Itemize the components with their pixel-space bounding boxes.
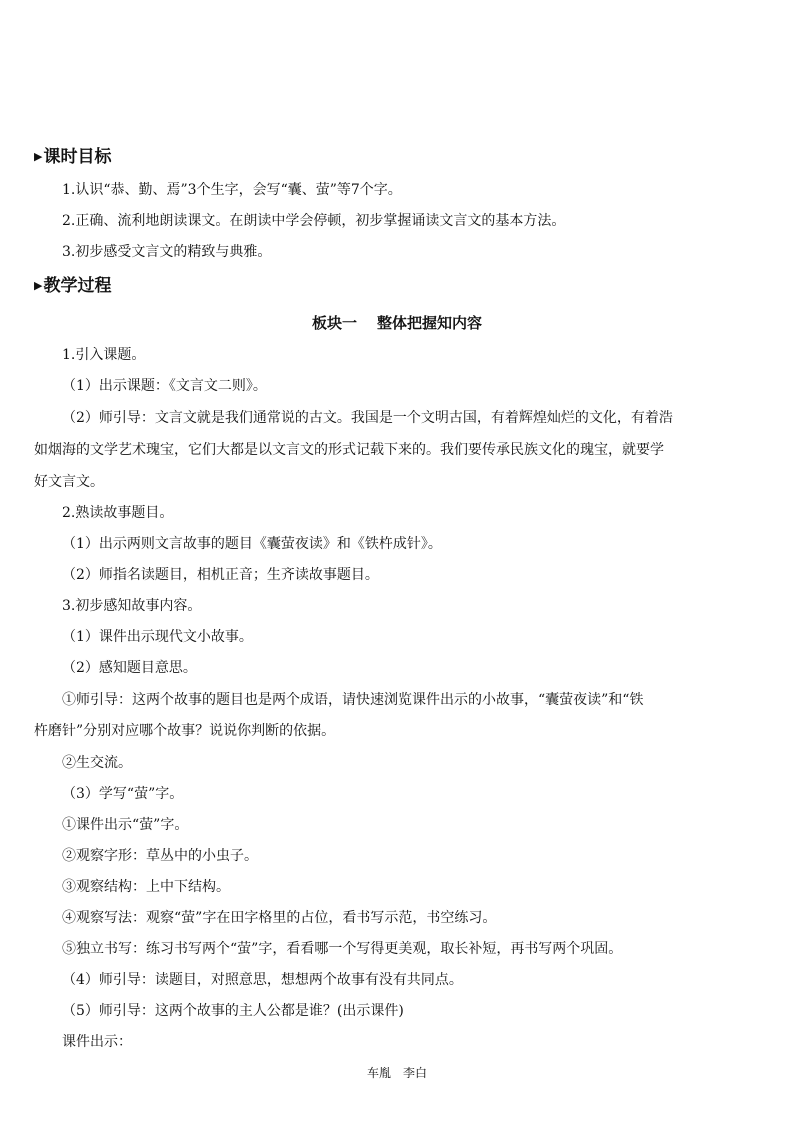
objectives-heading [34, 146, 111, 168]
process-line-19: ④观察写法：观察“萤”字在田字格里的占位，看书写示范，书空练习。 [62, 910, 497, 926]
process-line-15: （3）学写“萤”字。 [62, 786, 184, 802]
name-li-bai: 李白 [403, 1066, 428, 1080]
process-heading [34, 275, 111, 297]
objective-item-1: 1.认识“恭、勤、焉”3个生字，会写“囊、萤”等7个字。 [62, 182, 402, 198]
process-line-9: 3.初步感知故事内容。 [62, 598, 202, 614]
triangle-marker-icon: ▶ [34, 150, 43, 163]
process-line-11: （2）感知题目意思。 [62, 660, 197, 676]
process-line-7: （1）出示两则文言故事的题目《囊萤夜读》和《铁杵成针》。 [62, 536, 442, 552]
process-line-17: ②观察字形：草丛中的小虫子。 [62, 848, 258, 864]
process-line-18: ③观察结构：上中下结构。 [62, 879, 230, 895]
block-title-number: 板块一 [311, 314, 357, 332]
process-line-14: ②生交流。 [62, 755, 132, 771]
objective-item-2: 2.正确、流利地朗读课文。在朗读中学会停顿，初步掌握诵读文言文的基本方法。 [62, 213, 566, 229]
name-che-yin: 车胤 [366, 1066, 391, 1080]
process-line-16: ①课件出示“萤”字。 [62, 817, 189, 833]
process-line-10: （1）课件出示现代文小故事。 [62, 629, 253, 645]
block-title-text: 整体把握知内容 [377, 314, 483, 332]
process-line-5: 好文言文。 [34, 474, 104, 490]
process-line-2: （1）出示课题：《文言文二则》。 [62, 378, 267, 394]
process-line-12: ①师引导：这两个故事的题目也是两个成语，请快速浏览课件出示的小故事，“囊萤夜读”和“铁 [62, 692, 644, 708]
process-line-20: ⑤独立书写：练习书写两个“萤”字，看看哪一个写得更美观，取长补短，再书写两个巩固。 [62, 941, 623, 957]
process-line-6: 2.熟读故事题目。 [62, 505, 174, 521]
process-line-13: 杵磨针”分别对应哪个故事？说说你判断的依据。 [34, 723, 336, 739]
process-line-8: （2）师指名读题目，相机正音；生齐读故事题目。 [62, 567, 379, 583]
process-line-4: 如烟海的文学艺术瑰宝，它们大都是以文言文的形式记载下来的。我们要传承民族文化的瑰宝，就要学 [34, 442, 664, 458]
process-line-21: （4）师引导：读题目，对照意思，想想两个故事有没有共同点。 [62, 972, 463, 988]
process-line-3: （2）师引导：文言文就是我们通常说的古文。我国是一个文明古国，有着辉煌灿烂的文化，有着浩 [62, 410, 673, 426]
objectives-heading-text: 课时目标 [43, 147, 112, 167]
block-title [0, 312, 794, 334]
process-line-23: 课件出示： [62, 1034, 132, 1050]
process-line-1: 1.引入课题。 [62, 347, 146, 363]
triangle-marker-icon: ▶ [34, 279, 43, 292]
process-line-22: （5）师引导：这两个故事的主人公都是谁？(出示课件) [62, 1003, 404, 1019]
objective-item-3: 3.初步感受文言文的精致与典雅。 [62, 244, 272, 260]
courseware-names [0, 1064, 794, 1082]
process-heading-text: 教学过程 [43, 276, 112, 296]
